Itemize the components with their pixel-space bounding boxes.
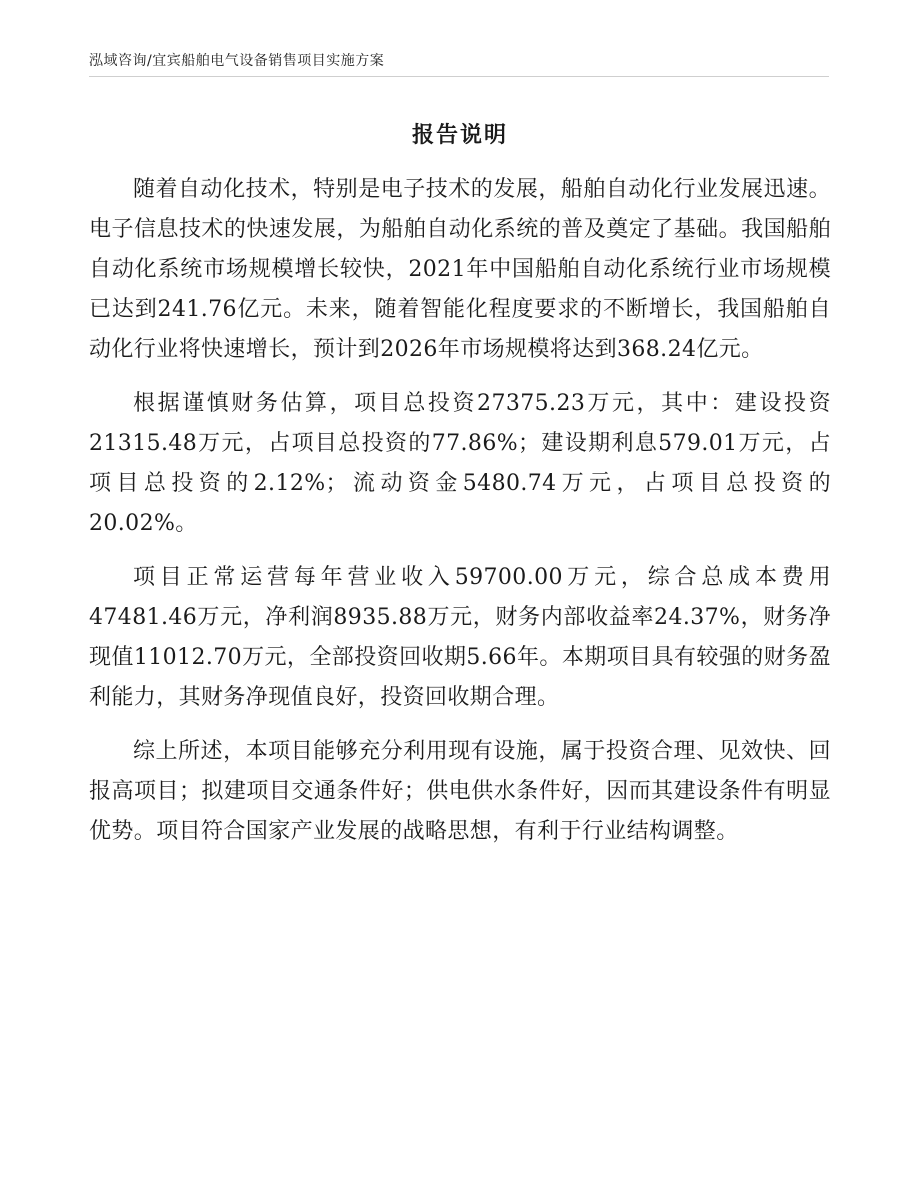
report-body — [89, 170, 831, 866]
paragraph-industry-background: 随着自动化技术，特别是电子技术的发展，船舶自动化行业发展迅速。电子信息技术的快速发展，为船舶自动化系统的普及奠定了基础。我国船舶自动化系统市场规模增长较快，2021年中国船舶自动化系统行业市场规模已达到241.76亿元。未来，随着智能化程度要求的不断增长，我国船舶自动化行业将快速增长，预计到2026年市场规模将达到368.24亿元。 — [89, 177, 831, 362]
paragraph-investment-estimate: 根据谨慎财务估算，项目总投资27375.23万元，其中：建设投资21315.48万元，占项目总投资的77.86%；建设期利息579.01万元，占项目总投资的2.12%；流动资金5480.74万元，占项目总投资的20.02%。 — [89, 391, 831, 536]
running-header: 泓域咨询/宜宾船舶电气设备销售项目实施方案 — [89, 53, 385, 69]
paragraph-conclusion: 综上所述，本项目能够充分利用现有设施，属于投资合理、见效快、回报高项目；拟建项目交通条件好；供电供水条件好，因而其建设条件有明显优势。项目符合国家产业发展的战略思想，有利于行业结构调整。 — [89, 739, 831, 844]
header-divider — [89, 76, 829, 77]
paragraph-financial-performance: 项目正常运营每年营业收入59700.00万元，综合总成本费用47481.46万元，净利润8935.88万元，财务内部收益率24.37%，财务净现值11012.70万元，全部投资回收期5.66年。本期项目具有较强的财务盈利能力，其财务净现值良好，投资回收期合理。 — [89, 565, 831, 710]
page-title: 报告说明 — [411, 123, 508, 148]
